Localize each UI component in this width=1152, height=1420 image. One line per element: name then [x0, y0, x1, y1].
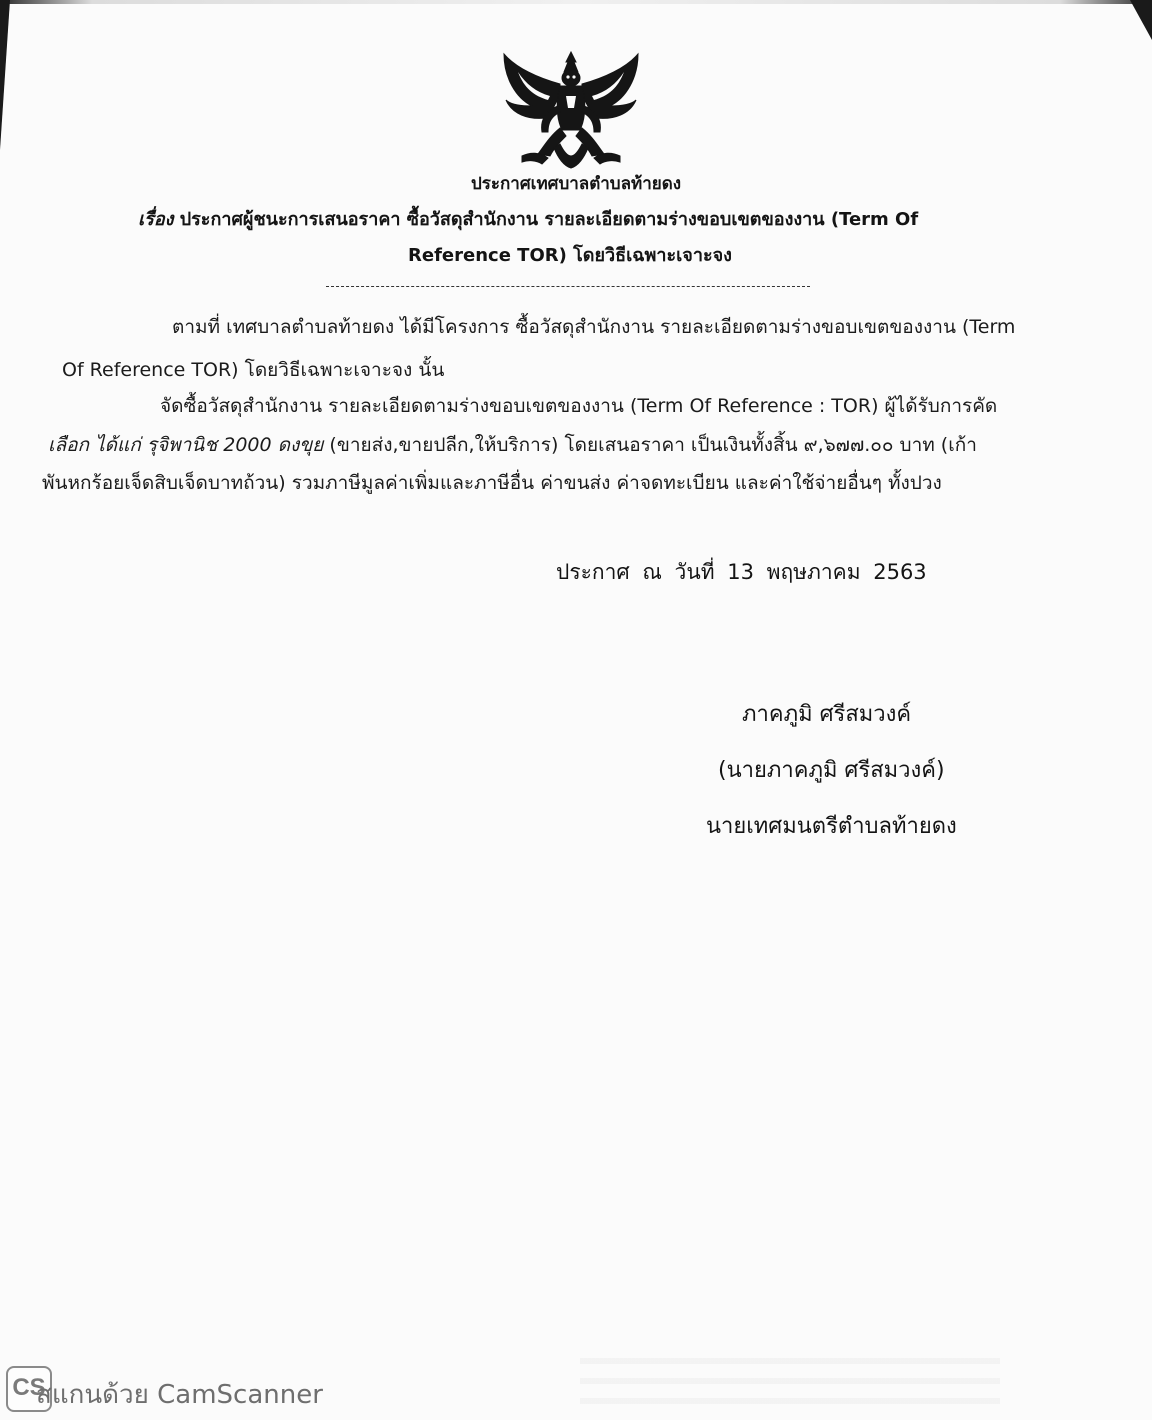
bleed-through-texture — [580, 1358, 1000, 1408]
paragraph-2-line-1: จัดซื้อวัสดุสำนักงาน รายละเอียดตามร่างขอบเขตของงาน (Term Of Reference : TOR) ผู้ได้รับการคัด — [160, 395, 998, 417]
signatory-full-name: (นายภาคภูมิ ศรีสมวงค์) — [718, 758, 945, 783]
scan-edge-right — [1130, 0, 1152, 40]
paragraph-1-line-1: ตามที่ เทศบาลตำบลท้ายดง ได้มีโครงการ ซื้อวัสดุสำนักงาน รายละเอียดตามร่างขอบเขตของงาน (Term — [172, 316, 1016, 338]
paragraph-2-line-3: พันหกร้อยเจ็ดสิบเจ็ดบาทถ้วน) รวมภาษีมูลค่าเพิ่มและภาษีอื่น ค่าขนส่ง ค่าจดทะเบียน และค่าใช้จ่ายอื่นๆ ทั้งปวง — [42, 472, 942, 494]
garuda-emblem-icon — [498, 48, 644, 170]
announcement-date: ประกาศ ณ วันที่ 13 พฤษภาคม 2563 — [556, 560, 927, 584]
scan-edge-top — [0, 0, 1152, 4]
paragraph-1-line-2: Of Reference TOR) โดยวิธีเฉพาะเจาะจง นั้น — [62, 359, 445, 381]
camscanner-logo-icon: CS — [6, 1366, 52, 1412]
camscanner-watermark-text: สแกนด้วย CamScanner — [36, 1380, 323, 1410]
paragraph-2-line-2 — [48, 430, 977, 460]
announcement-title: ประกาศเทศบาลตำบลท้ายดง — [470, 174, 682, 194]
subject-line-2: Reference TOR) โดยวิธีเฉพาะเจาะจง — [408, 245, 732, 266]
subject-line-1 — [138, 204, 918, 233]
signature-name: ภาคภูมิ ศรีสมวงค์ — [742, 702, 912, 727]
signatory-position: นายเทศมนตรีตำบลท้ายดง — [706, 814, 957, 839]
paragraph-2-line-2-rest: (ขายส่ง,ขายปลีก,ให้บริการ) โดยเสนอราคา เป็นเงินทั้งสิ้น ๙,๖๗๗.๐๐ บาท (เก้า — [323, 434, 977, 456]
subject-text: ประกาศผู้ชนะการเสนอราคา ซื้อวัสดุสำนักงาน รายละเอียดตามร่างขอบเขตของงาน (Term Of — [179, 209, 919, 230]
dashed-divider — [326, 286, 810, 287]
scan-edge-left — [0, 0, 10, 150]
winner-name: เลือก ได้แก่ รุจิพานิช 2000 ดงขุย — [48, 434, 324, 456]
subject-lead: เรื่อง — [138, 209, 174, 230]
